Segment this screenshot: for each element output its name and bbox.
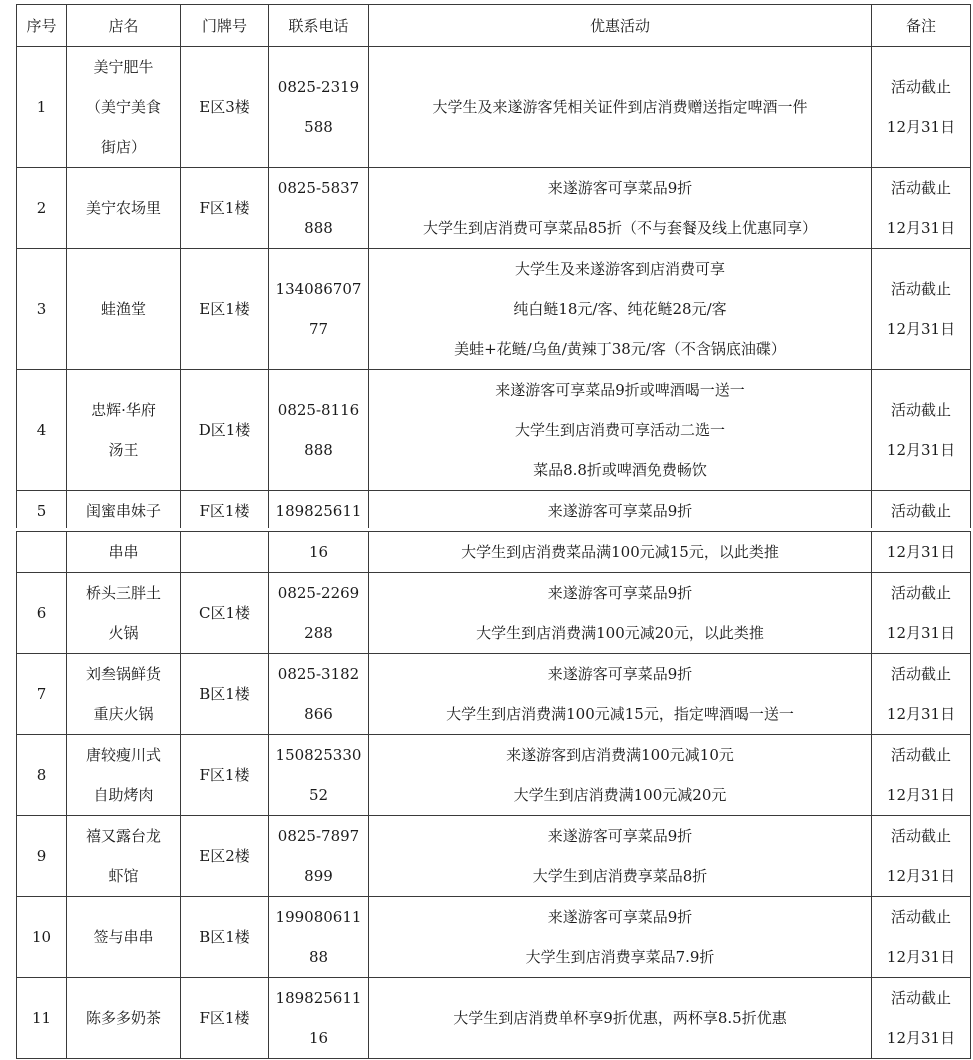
cell-promotion-line: 大学生到店消费可享菜品85折（不与套餐及线上优惠同享） [422, 219, 818, 237]
cell-name [67, 978, 181, 1059]
table-row [17, 573, 971, 654]
cell-location [181, 532, 269, 573]
cell-promotion-line: 大学生到店消费满100元减20元，以此类推 [476, 624, 764, 642]
cell-promotion [369, 249, 872, 370]
cell-promotion [369, 573, 872, 654]
cell-note-line: 活动截止 [890, 401, 951, 419]
cell-phone-line: 88 [308, 948, 329, 966]
cell-no [17, 532, 67, 573]
cell-note-line: 12月31日 [886, 624, 956, 642]
cell-phone [269, 47, 369, 168]
cell-no: 8 [17, 735, 67, 816]
cell-note [872, 897, 971, 978]
cell-phone [269, 491, 369, 532]
cell-note-line: 活动截止 [890, 280, 951, 298]
cell-note-line: 活动截止 [890, 908, 951, 926]
header-phone: 联系电话 [269, 5, 369, 47]
cell-phone-line: 0825-2269 [277, 584, 360, 602]
cell-phone-line: 52 [308, 786, 329, 804]
cell-phone [269, 735, 369, 816]
table-row [17, 370, 971, 491]
cell-promotion-line: 来遂游客可享菜品9折 [547, 502, 693, 520]
cell-name-line: 桥头三胖土 [85, 584, 161, 602]
cell-promotion [369, 532, 872, 573]
cell-phone-line: 899 [304, 867, 333, 885]
cell-location: F区1楼 [181, 168, 269, 249]
cell-name-line: 美宁肥牛 [93, 58, 154, 76]
cell-promotion-line: 来遂游客可享菜品9折 [547, 665, 693, 683]
discount-table-continued [16, 531, 971, 1059]
cell-promotion-line: 大学生到店消费可享活动二选一 [514, 421, 725, 439]
cell-phone [269, 249, 369, 370]
cell-note-line: 活动截止 [890, 665, 951, 683]
cell-phone-line: 189825611 [275, 989, 362, 1007]
cell-note-line: 12月31日 [886, 441, 956, 459]
table-row [17, 654, 971, 735]
header-note: 备注 [872, 5, 971, 47]
cell-phone-line: 888 [304, 219, 333, 237]
cell-note-line: 活动截止 [890, 584, 951, 602]
cell-promotion-line: 大学生到店消费享菜品8折 [532, 867, 708, 885]
cell-note-line: 12月31日 [886, 867, 956, 885]
cell-location: B区1楼 [181, 897, 269, 978]
cell-note [872, 370, 971, 491]
cell-phone [269, 532, 369, 573]
cell-name-line: 陈多多奶茶 [85, 1009, 161, 1027]
cell-promotion-line: 大学生及来遂游客凭相关证件到店消费赠送指定啤酒一件 [432, 98, 808, 116]
cell-name-line: 汤王 [108, 441, 139, 459]
cell-promotion-line: 大学生到店消费满100元减15元，指定啤酒喝一送一 [446, 705, 794, 723]
cell-promotion [369, 168, 872, 249]
header-name: 店名 [67, 5, 181, 47]
cell-promotion-line: 大学生到店消费单杯享9折优惠，两杯享8.5折优惠 [453, 1009, 787, 1027]
cell-promotion-line: 来遂游客可享菜品9折 [547, 827, 693, 845]
cell-note-line: 活动截止 [890, 989, 951, 1007]
cell-location: F区1楼 [181, 735, 269, 816]
cell-name-line: 唐较瘦川式 [85, 746, 161, 764]
cell-phone-line: 16 [308, 543, 329, 561]
table-row [17, 168, 971, 249]
cell-name [67, 532, 181, 573]
header-row [17, 5, 971, 47]
cell-no: 10 [17, 897, 67, 978]
cell-location: F区1楼 [181, 978, 269, 1059]
cell-promotion [369, 370, 872, 491]
header-location: 门牌号 [181, 5, 269, 47]
cell-note-line: 活动截止 [890, 78, 951, 96]
cell-location: E区3楼 [181, 47, 269, 168]
cell-no: 6 [17, 573, 67, 654]
cell-note-line: 活动截止 [890, 502, 951, 520]
cell-phone-line: 0825-8116 [277, 401, 360, 419]
cell-phone-line: 888 [304, 441, 333, 459]
cell-promotion [369, 897, 872, 978]
cell-note [872, 573, 971, 654]
cell-promotion-line: 来遂游客可享菜品9折 [547, 908, 693, 926]
cell-note [872, 654, 971, 735]
cell-note-line: 12月31日 [886, 320, 956, 338]
cell-name-line: 禧又露台龙 [85, 827, 161, 845]
cell-phone [269, 370, 369, 491]
cell-promotion [369, 654, 872, 735]
cell-no: 11 [17, 978, 67, 1059]
cell-promotion [369, 978, 872, 1059]
cell-no: 7 [17, 654, 67, 735]
cell-promotion-line: 大学生到店消费享菜品7.9折 [525, 948, 715, 966]
cell-promotion-line: 美蛙+花鲢/乌鱼/黄辣丁38元/客（不含锅底油碟） [454, 340, 786, 358]
cell-name-line: 刘叁锅鲜货 [85, 665, 161, 683]
cell-phone-line: 0825-3182 [277, 665, 360, 683]
cell-note-line: 活动截止 [890, 746, 951, 764]
cell-note [872, 735, 971, 816]
cell-promotion [369, 47, 872, 168]
cell-no: 9 [17, 816, 67, 897]
cell-location: F区1楼 [181, 491, 269, 532]
cell-note [872, 168, 971, 249]
cell-phone [269, 816, 369, 897]
cell-note-line: 12月31日 [886, 118, 956, 136]
cell-phone-line: 0825-2319 [277, 78, 360, 96]
cell-phone [269, 168, 369, 249]
cell-name-line: 签与串串 [93, 928, 154, 946]
cell-no: 3 [17, 249, 67, 370]
cell-name-line: 自助烤肉 [93, 786, 154, 804]
cell-no: 5 [17, 491, 67, 532]
cell-phone-line: 16 [308, 1029, 329, 1047]
cell-phone-line: 866 [304, 705, 333, 723]
cell-name [67, 168, 181, 249]
table-row [17, 47, 971, 168]
cell-promotion-line: 来遂游客可享菜品9折或啤酒喝一送一 [495, 381, 745, 399]
cell-promotion-line: 纯白鲢18元/客、纯花鲢28元/客 [513, 300, 727, 318]
cell-promotion-line: 来遂游客可享菜品9折 [547, 584, 693, 602]
cell-location: E区2楼 [181, 816, 269, 897]
cell-name-line: 串串 [108, 543, 139, 561]
cell-name [67, 47, 181, 168]
cell-name-line: （美宁美食 [85, 98, 161, 116]
cell-name [67, 573, 181, 654]
cell-name [67, 816, 181, 897]
cell-no: 2 [17, 168, 67, 249]
cell-name [67, 491, 181, 532]
cell-phone-line: 199080611 [275, 908, 362, 926]
table-row [17, 249, 971, 370]
cell-name-line: 街店） [100, 138, 146, 156]
cell-name [67, 735, 181, 816]
table-row [17, 532, 971, 573]
cell-phone [269, 654, 369, 735]
table-row [17, 816, 971, 897]
cell-promotion-line: 菜品8.8折或啤酒免费畅饮 [533, 461, 707, 479]
cell-promotion-line: 大学生到店消费菜品满100元减15元，以此类推 [461, 543, 779, 561]
cell-no: 1 [17, 47, 67, 168]
cell-phone-line: 134086707 [275, 280, 362, 298]
cell-note [872, 816, 971, 897]
cell-note-line: 12月31日 [886, 543, 956, 561]
cell-phone [269, 897, 369, 978]
cell-phone-line: 288 [304, 624, 333, 642]
cell-phone [269, 978, 369, 1059]
cell-phone-line: 150825330 [275, 746, 362, 764]
cell-name-line: 美宁农场里 [85, 199, 161, 217]
cell-phone-line: 588 [304, 118, 333, 136]
cell-promotion-line: 大学生到店消费满100元减20元 [513, 786, 727, 804]
cell-note-line: 活动截止 [890, 179, 951, 197]
table-row [17, 735, 971, 816]
cell-phone [269, 573, 369, 654]
cell-promotion-line: 来遂游客到店消费满100元减10元 [506, 746, 734, 764]
cell-location: E区1楼 [181, 249, 269, 370]
cell-note [872, 47, 971, 168]
header-no: 序号 [17, 5, 67, 47]
cell-promotion [369, 491, 872, 532]
table-row [17, 978, 971, 1059]
cell-name-line: 重庆火锅 [93, 705, 154, 723]
cell-location: B区1楼 [181, 654, 269, 735]
cell-note-line: 12月31日 [886, 1029, 956, 1047]
cell-note-line: 12月31日 [886, 219, 956, 237]
cell-promotion [369, 735, 872, 816]
cell-phone-line: 0825-7897 [277, 827, 360, 845]
cell-note [872, 978, 971, 1059]
table-row [17, 491, 971, 532]
table-row [17, 897, 971, 978]
cell-name-line: 火锅 [108, 624, 139, 642]
cell-name [67, 897, 181, 978]
cell-note-line: 12月31日 [886, 948, 956, 966]
cell-promotion-line: 大学生及来遂游客到店消费可享 [514, 260, 725, 278]
cell-note-line: 12月31日 [886, 786, 956, 804]
cell-name-line: 闺蜜串妹子 [85, 502, 161, 520]
cell-note [872, 249, 971, 370]
cell-no: 4 [17, 370, 67, 491]
cell-promotion-line: 来遂游客可享菜品9折 [547, 179, 693, 197]
cell-name [67, 249, 181, 370]
cell-note-line: 活动截止 [890, 827, 951, 845]
cell-name-line: 虾馆 [108, 867, 139, 885]
cell-note [872, 491, 971, 532]
cell-phone-line: 0825-5837 [277, 179, 360, 197]
header-promotion: 优惠活动 [369, 5, 872, 47]
cell-name-line: 蛙渔堂 [100, 300, 146, 318]
cell-phone-line: 77 [308, 320, 329, 338]
cell-location: C区1楼 [181, 573, 269, 654]
cell-phone-line: 189825611 [275, 502, 362, 520]
cell-name-line: 忠辉·华府 [91, 401, 156, 419]
discount-table [16, 4, 971, 532]
cell-location: D区1楼 [181, 370, 269, 491]
cell-note-line: 12月31日 [886, 705, 956, 723]
cell-name [67, 370, 181, 491]
cell-promotion [369, 816, 872, 897]
cell-name [67, 654, 181, 735]
cell-note [872, 532, 971, 573]
